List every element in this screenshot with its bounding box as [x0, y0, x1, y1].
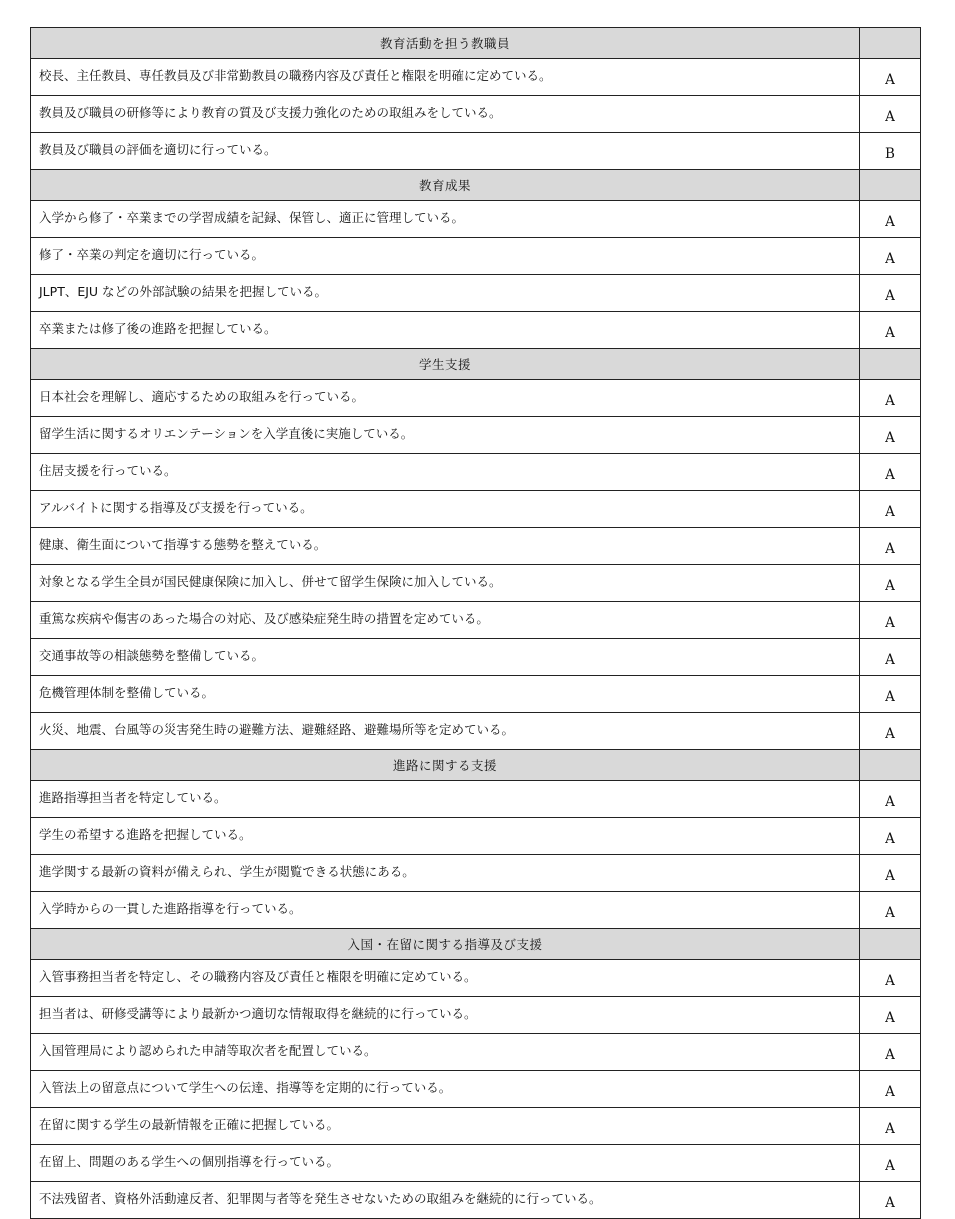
table-row	[31, 1108, 921, 1145]
table-row	[31, 960, 921, 997]
section-title: 教育活動を担う教職員	[31, 28, 860, 59]
criterion-text: JLPT、EJU などの外部試験の結果を把握している。	[31, 275, 860, 312]
criterion-text: 在留上、問題のある学生への個別指導を行っている。	[31, 1145, 860, 1182]
table-row	[31, 1182, 921, 1219]
grade-cell: A	[860, 275, 921, 312]
criterion-text: 重篤な疾病や傷害のあった場合の対応、及び感染症発生時の措置を定めている。	[31, 602, 860, 639]
table-row	[31, 380, 921, 417]
criterion-text: 校長、主任教員、専任教員及び非常勤教員の職務内容及び責任と権限を明確に定めている。	[31, 59, 860, 96]
table-row	[31, 639, 921, 676]
grade-cell: A	[860, 59, 921, 96]
grade-cell: A	[860, 1145, 921, 1182]
grade-cell: A	[860, 565, 921, 602]
table-row	[31, 417, 921, 454]
criterion-text: 入国管理局により認められた申請等取次者を配置している。	[31, 1034, 860, 1071]
table-row	[31, 312, 921, 349]
grade-cell: A	[860, 238, 921, 275]
grade-cell: A	[860, 818, 921, 855]
grade-cell: A	[860, 201, 921, 238]
grade-cell: A	[860, 96, 921, 133]
section-title: 学生支援	[31, 349, 860, 380]
criterion-text: 教員及び職員の評価を適切に行っている。	[31, 133, 860, 170]
table-row	[31, 781, 921, 818]
table-row	[31, 275, 921, 312]
grade-cell: A	[860, 1108, 921, 1145]
table-row	[31, 818, 921, 855]
criterion-text: 不法残留者、資格外活動違反者、犯罪関与者等を発生させないための取組みを継続的に行っている。	[31, 1182, 860, 1219]
grade-cell: A	[860, 713, 921, 750]
criterion-text: 在留に関する学生の最新情報を正確に把握している。	[31, 1108, 860, 1145]
table-row	[31, 454, 921, 491]
criterion-text: 交通事故等の相談態勢を整備している。	[31, 639, 860, 676]
section-header-row	[31, 750, 921, 781]
section-grade-cell	[860, 170, 921, 201]
criterion-text: 学生の希望する進路を把握している。	[31, 818, 860, 855]
section-header-row	[31, 170, 921, 201]
criterion-text: 対象となる学生全員が国民健康保険に加入し、併せて留学生保険に加入している。	[31, 565, 860, 602]
section-grade-cell	[860, 750, 921, 781]
grade-cell: A	[860, 892, 921, 929]
table-row	[31, 892, 921, 929]
criterion-text: 進学関する最新の資料が備えられ、学生が閲覧できる状態にある。	[31, 855, 860, 892]
criterion-text: 入学時からの一貫した進路指導を行っている。	[31, 892, 860, 929]
table-row	[31, 1145, 921, 1182]
grade-cell: A	[860, 1182, 921, 1219]
table-row	[31, 602, 921, 639]
table-row	[31, 201, 921, 238]
table-row	[31, 1034, 921, 1071]
section-grade-cell	[860, 349, 921, 380]
grade-cell: A	[860, 781, 921, 818]
criterion-text: 健康、衛生面について指導する態勢を整えている。	[31, 528, 860, 565]
criterion-text: 卒業または修了後の進路を把握している。	[31, 312, 860, 349]
criterion-text: 住居支援を行っている。	[31, 454, 860, 491]
grade-cell: A	[860, 491, 921, 528]
criterion-text: 留学生活に関するオリエンテーションを入学直後に実施している。	[31, 417, 860, 454]
grade-cell: A	[860, 602, 921, 639]
criterion-text: 火災、地震、台風等の災害発生時の避難方法、避難経路、避難場所等を定めている。	[31, 713, 860, 750]
grade-cell: A	[860, 528, 921, 565]
criterion-text: 担当者は、研修受講等により最新かつ適切な情報取得を継続的に行っている。	[31, 997, 860, 1034]
section-title: 進路に関する支援	[31, 750, 860, 781]
criterion-text: アルバイトに関する指導及び支援を行っている。	[31, 491, 860, 528]
criterion-text: 教員及び職員の研修等により教育の質及び支援力強化のための取組みをしている。	[31, 96, 860, 133]
criterion-text: 進路指導担当者を特定している。	[31, 781, 860, 818]
grade-cell: A	[860, 454, 921, 491]
table-row	[31, 491, 921, 528]
table-row	[31, 238, 921, 275]
table-row	[31, 713, 921, 750]
section-header-row	[31, 929, 921, 960]
criterion-text: 入管法上の留意点について学生への伝達、指導等を定期的に行っている。	[31, 1071, 860, 1108]
criterion-text: 危機管理体制を整備している。	[31, 676, 860, 713]
criterion-text: 日本社会を理解し、適応するための取組みを行っている。	[31, 380, 860, 417]
grade-cell: A	[860, 380, 921, 417]
table-row	[31, 133, 921, 170]
grade-cell: A	[860, 417, 921, 454]
section-grade-cell	[860, 28, 921, 59]
section-title: 教育成果	[31, 170, 860, 201]
grade-cell: A	[860, 1071, 921, 1108]
criterion-text: 入学から修了・卒業までの学習成績を記録、保管し、適正に管理している。	[31, 201, 860, 238]
table-row	[31, 96, 921, 133]
table-row	[31, 565, 921, 602]
grade-cell: B	[860, 133, 921, 170]
evaluation-table	[30, 27, 921, 1219]
grade-cell: A	[860, 960, 921, 997]
section-header-row	[31, 349, 921, 380]
evaluation-table-body	[31, 28, 921, 1219]
section-grade-cell	[860, 929, 921, 960]
table-row	[31, 997, 921, 1034]
grade-cell: A	[860, 997, 921, 1034]
table-row	[31, 855, 921, 892]
grade-cell: A	[860, 855, 921, 892]
grade-cell: A	[860, 312, 921, 349]
grade-cell: A	[860, 1034, 921, 1071]
table-row	[31, 528, 921, 565]
criterion-text: 修了・卒業の判定を適切に行っている。	[31, 238, 860, 275]
grade-cell: A	[860, 639, 921, 676]
criterion-text: 入管事務担当者を特定し、その職務内容及び責任と権限を明確に定めている。	[31, 960, 860, 997]
section-header-row	[31, 28, 921, 59]
table-row	[31, 1071, 921, 1108]
grade-cell: A	[860, 676, 921, 713]
table-row	[31, 59, 921, 96]
section-title: 入国・在留に関する指導及び支援	[31, 929, 860, 960]
table-row	[31, 676, 921, 713]
